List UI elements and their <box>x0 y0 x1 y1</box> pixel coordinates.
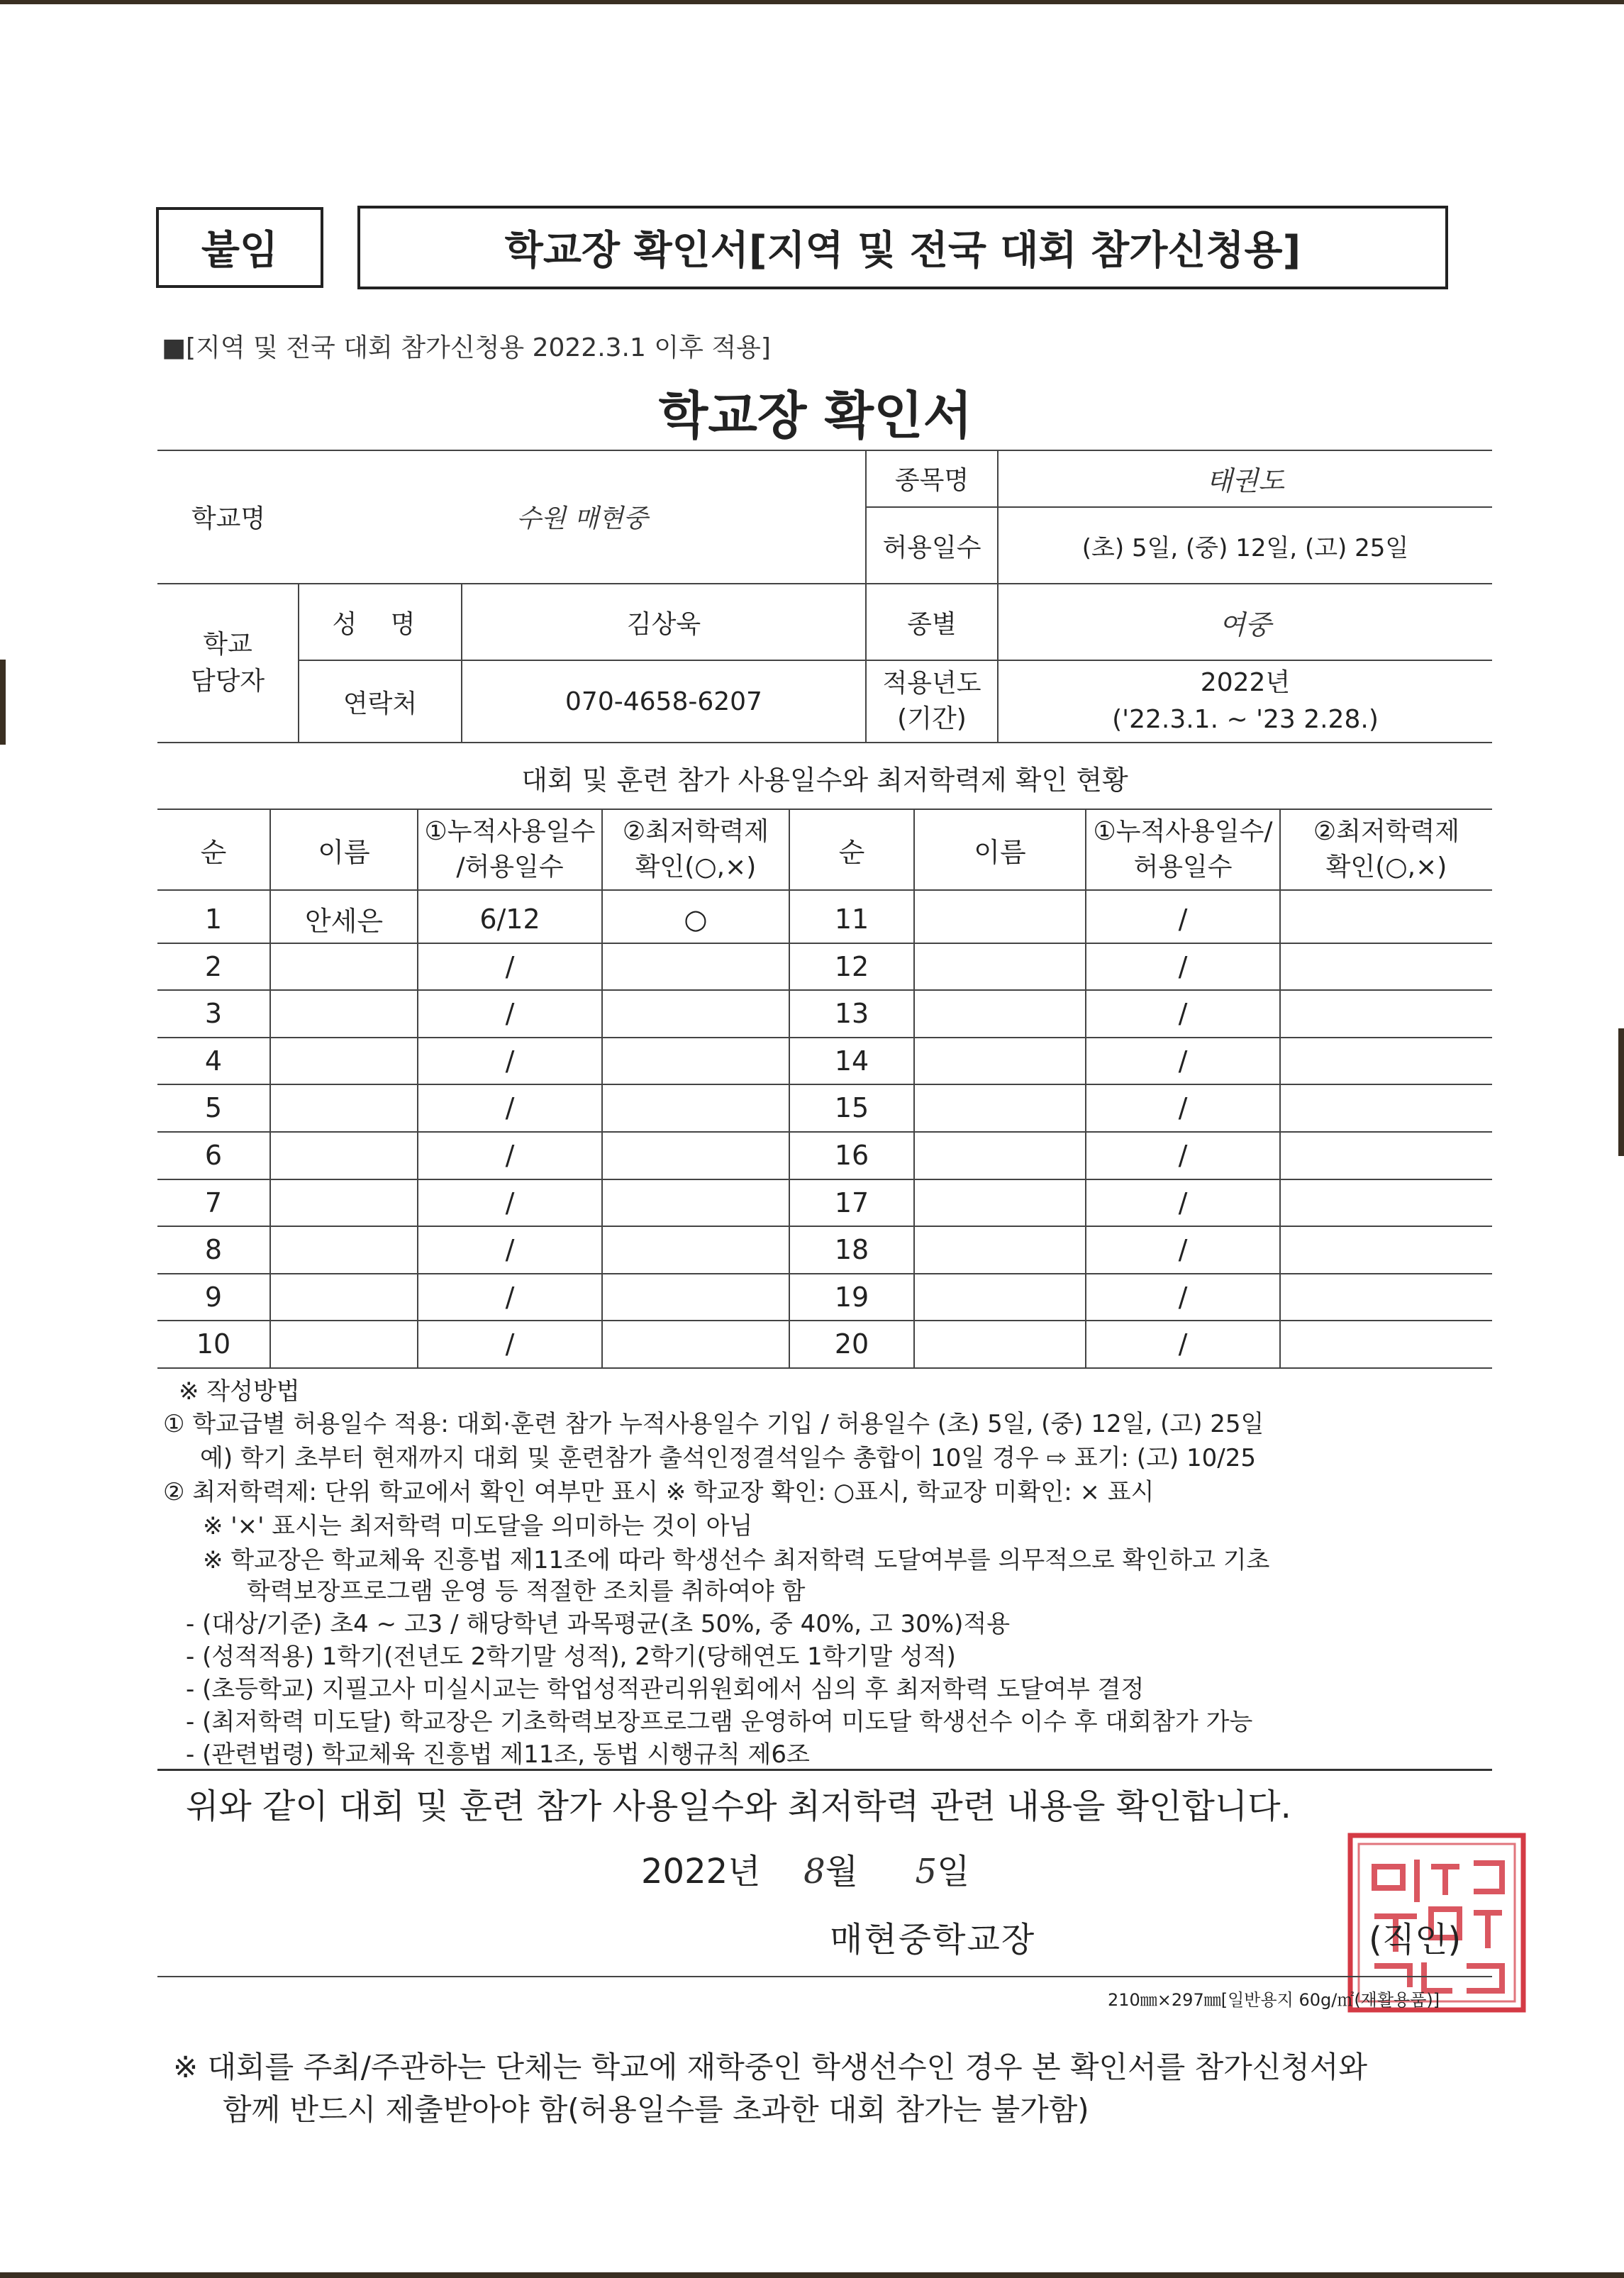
period-label-line1: 적용년도 <box>882 669 981 698</box>
date-day-unit: 일 <box>937 1852 970 1891</box>
footer-notice-line2: 함께 반드시 제출받아야 함(허용일수를 초과한 대회 참가는 불가함) <box>223 2092 1089 2127</box>
cell-check <box>603 1273 789 1321</box>
cell-used: 6/12 <box>479 903 540 935</box>
instruction-line: ※ 학교장은 학교체육 진흥법 제11조에 따라 학생선수 최저학력 도달여부를 의무적으로 확인하고 기초 <box>203 1546 1270 1574</box>
cell-used: / <box>1178 903 1188 935</box>
cell-name <box>915 1037 1085 1084</box>
cell-no: 6 <box>204 1139 223 1171</box>
cell-check: ○ <box>684 903 708 935</box>
cell-no: 19 <box>834 1281 869 1313</box>
cell-check <box>1281 1179 1492 1226</box>
cell-name <box>915 1320 1085 1367</box>
col-header-min-left-line1: ②최저학력제 <box>622 817 769 846</box>
col-header-used-right-line2: 허용일수 <box>1133 852 1233 882</box>
cell-used: / <box>505 997 515 1029</box>
person-name-label: 성 명 <box>332 609 428 639</box>
cell-check <box>603 1320 789 1367</box>
attachment-tag-text: 붙임 <box>201 228 279 274</box>
instruction-line: 예) 학기 초부터 현재까지 대회 및 훈련참가 출석인정결석일수 총합이 10일 경우 ⇨ 표기: (고) 10/25 <box>200 1444 1256 1472</box>
scan-edge-top <box>0 0 1624 4</box>
attachment-tag <box>156 207 323 288</box>
cell-name <box>271 1179 417 1226</box>
cell-name <box>271 1084 417 1131</box>
col-header-min-right-line2: 확인(○,×) <box>1325 852 1447 882</box>
cell-no: 8 <box>204 1233 223 1265</box>
cell-used: / <box>505 1187 515 1218</box>
allowed-days-label: 허용일수 <box>882 533 981 562</box>
cell-check <box>1281 1320 1492 1367</box>
instruction-heading: ※ 작성방법 <box>179 1377 300 1406</box>
period-value <box>999 661 1492 742</box>
person-name-value: 김상욱 <box>626 609 701 639</box>
cell-name <box>271 1226 417 1273</box>
bottom-divider <box>157 1976 1492 1977</box>
section-title: 대회 및 훈련 참가 사용일수와 최저학력제 확인 현황 <box>521 764 1128 796</box>
cell-check <box>603 943 789 990</box>
cell-name <box>271 1273 417 1321</box>
cell-name <box>271 1037 417 1084</box>
cell-no: 14 <box>834 1045 869 1077</box>
sport-value: 태권도 <box>1206 465 1285 496</box>
cell-name <box>271 989 417 1037</box>
row-divider <box>157 1367 1492 1369</box>
cell-name <box>915 1273 1085 1321</box>
date-month: 8 <box>803 1852 825 1891</box>
cell-no: 10 <box>196 1328 231 1360</box>
cell-check <box>603 1179 789 1226</box>
cell-name <box>915 1084 1085 1131</box>
col-header-min-right-line1: ②최저학력제 <box>1313 817 1460 846</box>
instruction-line: - (성적적용) 1학기(전년도 2학기말 성적), 2학기(당해연도 1학기말 성적) <box>186 1643 956 1671</box>
cell-name <box>915 943 1085 990</box>
cell-no: 15 <box>834 1091 869 1123</box>
col-header-name-left: 이름 <box>318 836 370 868</box>
cell-check <box>1281 1084 1492 1131</box>
instruction-line: ② 최저학력제: 단위 학교에서 확인 여부만 표시 ※ 학교장 확인: ○표시, 학교장 미확인: × 표시 <box>163 1478 1155 1506</box>
school-name-value: 수원 매현중 <box>516 504 648 533</box>
document-title: 학교장 확인서 <box>658 386 973 445</box>
scan-edge-left <box>0 660 6 745</box>
seal-label: (직인) <box>1369 1920 1462 1960</box>
col-header-min-left-line2: 확인(○,×) <box>635 852 757 882</box>
cell-used: / <box>505 950 515 982</box>
cell-used: / <box>1178 1281 1188 1313</box>
period-label-line2: (기간) <box>897 704 967 733</box>
col-header-used-left <box>418 810 601 889</box>
col-header-min-right <box>1281 810 1492 889</box>
cell-used: / <box>1178 1045 1188 1077</box>
phone-label: 연락처 <box>343 689 418 718</box>
instruction-line: - (대상/기준) 초4 ~ 고3 / 해당학년 과목평균(초 50%, 중 40%, 고 30%)적용 <box>186 1610 1011 1638</box>
cell-name <box>915 1226 1085 1273</box>
cell-name <box>915 895 1085 943</box>
cell-check <box>1281 989 1492 1037</box>
cell-used: / <box>505 1091 515 1123</box>
cell-used: / <box>505 1045 515 1077</box>
cell-no: 11 <box>834 903 869 935</box>
allowed-days-value: (초) 5일, (중) 12일, (고) 25일 <box>1081 533 1409 562</box>
sport-label: 종목명 <box>894 465 969 495</box>
school-name-label: 학교명 <box>191 504 266 533</box>
cell-check <box>1281 943 1492 990</box>
cell-name: 안세은 <box>304 906 384 937</box>
confirmation-statement: 위와 같이 대회 및 훈련 참가 사용일수와 최저학력 관련 내용을 확인합니다. <box>186 1787 1291 1826</box>
cell-check <box>1281 1226 1492 1273</box>
cell-check <box>603 989 789 1037</box>
confirmation-date <box>641 1844 969 1893</box>
cell-no: 12 <box>834 950 869 982</box>
phone-value: 070-4658-6207 <box>565 687 762 716</box>
cell-check <box>1281 895 1492 943</box>
cell-no: 3 <box>204 997 223 1029</box>
cell-no: 13 <box>834 997 869 1029</box>
col-header-used-right <box>1086 810 1279 889</box>
period-value-range: ('22.3.1. ~ '23 2.28.) <box>1112 705 1379 734</box>
cell-name <box>915 989 1085 1037</box>
header-title-box <box>357 206 1448 289</box>
cell-check <box>603 1084 789 1131</box>
period-label <box>867 661 997 742</box>
instruction-line: - (최저학력 미도달) 학교장은 기초학력보장프로그램 운영하여 미도달 학생선수 이수 후 대회참가 가능 <box>186 1708 1253 1736</box>
cell-check <box>603 1037 789 1084</box>
divider-line <box>157 1769 1492 1771</box>
contact-person-label <box>157 584 298 742</box>
cell-no: 7 <box>204 1187 223 1218</box>
contact-person-label-line2: 담당자 <box>190 667 265 696</box>
cell-name <box>915 1131 1085 1179</box>
instruction-line: - (관련법령) 학교체육 진흥법 제11조, 동법 시행규칙 제6조 <box>186 1740 810 1769</box>
cell-name <box>271 1320 417 1367</box>
cell-used: / <box>505 1139 515 1171</box>
category-label: 종별 <box>907 609 957 639</box>
principal-signer: 매현중학교장 <box>830 1920 1036 1960</box>
cell-used: / <box>505 1281 515 1313</box>
cell-check <box>1281 1131 1492 1179</box>
applicability-note: ■[지역 및 전국 대회 참가신청용 2022.3.1 이후 적용] <box>162 333 771 362</box>
period-value-year: 2022년 <box>1200 668 1291 697</box>
col-header-used-left-line1: ①누적사용일수 <box>424 817 596 846</box>
footer-notice-line1: ※ 대회를 주최/주관하는 단체는 학교에 재학중인 학생선수인 경우 본 확인서를 참가신청서와 <box>173 2050 1368 2084</box>
cell-used: / <box>1178 950 1188 982</box>
cell-name <box>915 1179 1085 1226</box>
instruction-line: - (초등학교) 지필고사 미실시교는 학업성적관리위원회에서 심의 후 최저학력 도달여부 결정 <box>186 1675 1145 1704</box>
date-month-unit: 월 <box>825 1852 858 1891</box>
cell-no: 20 <box>834 1328 869 1360</box>
date-year: 2022년 <box>641 1852 761 1891</box>
cell-check <box>1281 1037 1492 1084</box>
cell-used: / <box>1178 1187 1188 1218</box>
cell-used: / <box>1178 1233 1188 1265</box>
cell-no: 17 <box>834 1187 869 1218</box>
cell-check <box>603 1226 789 1273</box>
category-value: 여중 <box>1219 609 1272 640</box>
header-title: 학교장 확인서[지역 및 전국 대회 참가신청용] <box>504 228 1301 274</box>
col-header-used-right-line1: ①누적사용일수/ <box>1093 817 1273 846</box>
cell-no: 18 <box>834 1233 869 1265</box>
instruction-line: 학력보장프로그램 운영 등 적절한 조치를 취하여야 함 <box>247 1577 806 1606</box>
cell-check <box>1281 1273 1492 1321</box>
col-header-used-left-line2: /허용일수 <box>456 852 564 882</box>
cell-no: 9 <box>204 1281 223 1313</box>
cell-no: 1 <box>204 903 223 935</box>
cell-used: / <box>505 1233 515 1265</box>
cell-check <box>603 1131 789 1179</box>
instruction-line: ① 학교급별 허용일수 적용: 대회·훈련 참가 누적사용일수 기입 / 허용일수 (초) 5일, (중) 12일, (고) 25일 <box>163 1410 1264 1438</box>
cell-name <box>271 1131 417 1179</box>
col-header-no-right: 순 <box>838 836 865 868</box>
cell-used: / <box>1178 1091 1188 1123</box>
cell-name <box>271 943 417 990</box>
instruction-line: ※ '×' 표시는 최저학력 미도달을 의미하는 것이 아님 <box>203 1512 753 1540</box>
date-day: 5 <box>915 1852 938 1891</box>
col-header-name-right: 이름 <box>974 836 1026 868</box>
cell-used: / <box>505 1328 515 1360</box>
cell-no: 16 <box>834 1139 869 1171</box>
cell-no: 4 <box>204 1045 223 1077</box>
contact-person-label-line1: 학교 <box>203 630 252 659</box>
cell-no: 5 <box>204 1091 223 1123</box>
scan-edge-right <box>1618 1028 1624 1156</box>
cell-used: / <box>1178 1139 1188 1171</box>
col-header-min-left <box>603 810 789 889</box>
cell-no: 2 <box>204 950 223 982</box>
cell-used: / <box>1178 1328 1188 1360</box>
scan-edge-bottom <box>0 2272 1624 2278</box>
col-header-no-left: 순 <box>200 836 227 868</box>
cell-used: / <box>1178 997 1188 1029</box>
paper-spec: 210㎜×297㎜[일반용지 60g/㎡(재활용품)] <box>1108 1990 1440 2010</box>
